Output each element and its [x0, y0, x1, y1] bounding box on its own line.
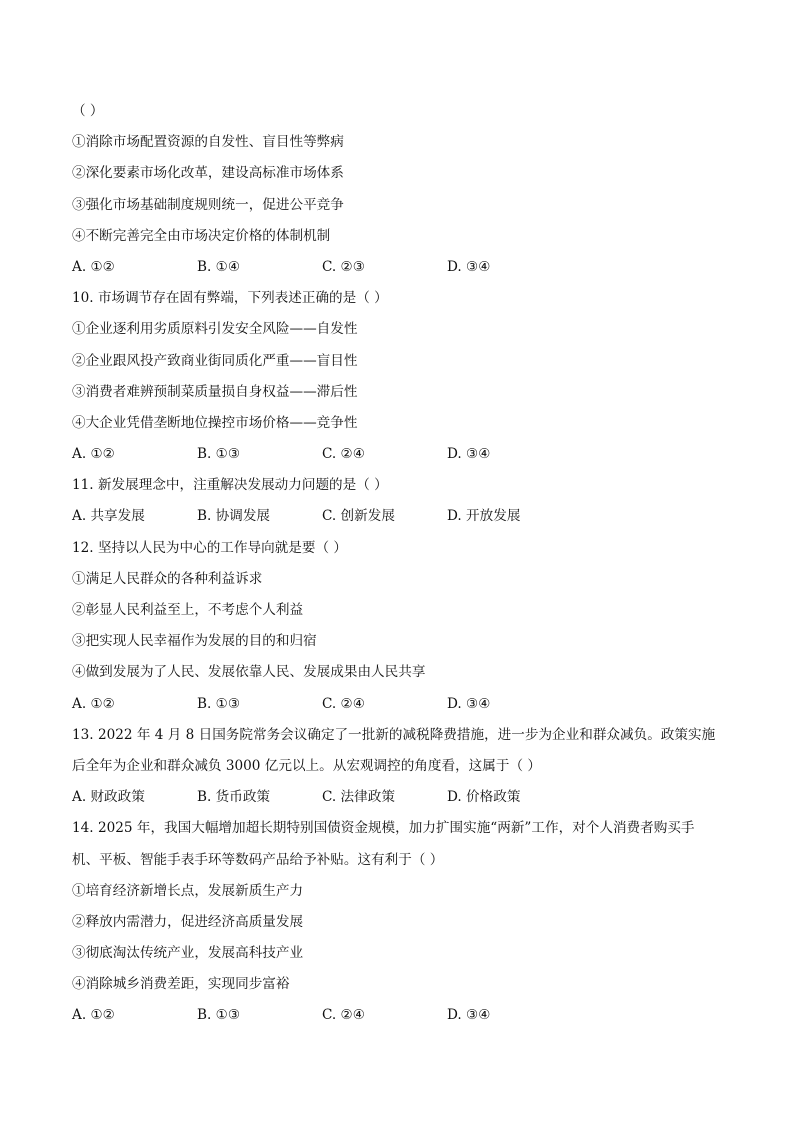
- q13-option-b: B. 货币政策: [197, 789, 271, 806]
- q10-item-2: ②企业跟风投产致商业街同质化严重——盲目性: [72, 352, 358, 369]
- q14-stem-line-2: 机、平板、智能手表手环等数码产品给予补贴。这有利于（ ）: [72, 851, 444, 868]
- q10-stem: 10. 市场调节存在固有弊端，下列表述正确的是（ ）: [72, 290, 388, 307]
- q9-option-d: D. ③④: [447, 258, 491, 275]
- q9-options: [72, 252, 732, 283]
- q12-item-2: ②彰显人民利益至上，不考虑个人利益: [72, 602, 304, 618]
- document-page: [72, 96, 732, 1032]
- q10-item-3: ③消费者难辨预制菜质量损自身权益——滞后性: [72, 383, 358, 400]
- q11-option-d: D. 开放发展: [447, 508, 521, 525]
- q9-option-a: A. ①②: [72, 258, 115, 275]
- q9-item-3: ③强化市场基础制度规则统一，促进公平竞争: [72, 196, 344, 213]
- q12-option-d: D. ③④: [447, 695, 491, 712]
- q9-option-b: B. ①④: [197, 258, 241, 275]
- q14-option-a: A. ①②: [72, 1007, 115, 1024]
- q10-option-a: A. ①②: [72, 446, 115, 463]
- q9-option-c: C. ②③: [322, 258, 365, 275]
- q11-stem: 11. 新发展理念中，注重解决发展动力问题的是（ ）: [72, 477, 388, 494]
- q13-option-d: D. 价格政策: [447, 789, 521, 806]
- q10-options: [72, 439, 732, 470]
- q10-option-d: D. ③④: [447, 446, 491, 463]
- q10-item-1: ①企业逐利用劣质原料引发安全风险——自发性: [72, 321, 358, 338]
- q11-option-c: C. 创新发展: [322, 508, 395, 525]
- q14-option-d: D. ③④: [447, 1007, 491, 1024]
- q12-stem: 12. 坚持以人民为中心的工作导向就是要（ ）: [72, 539, 347, 556]
- q9-item-4: ④不断完善完全由市场决定价格的体制机制: [72, 227, 331, 244]
- q13-option-a: A. 财政政策: [72, 789, 145, 806]
- q13-options: [72, 782, 732, 813]
- q14-item-4: ④消除城乡消费差距，实现同步富裕: [72, 976, 290, 993]
- q12-option-c: C. ②④: [322, 695, 365, 712]
- q14-options: [72, 1000, 732, 1031]
- q11-option-b: B. 协调发展: [197, 508, 271, 525]
- q9-item-2: ②深化要素市场化改革，建设高标准市场体系: [72, 165, 344, 182]
- q11-options: [72, 501, 732, 532]
- q14-stem-line-1: 14. 2025 年，我国大幅增加超长期特别国债资金规模，加力扩围实施“两新”工作，对个人消费者购买手: [72, 820, 695, 837]
- q14-option-c: C. ②④: [322, 1007, 365, 1024]
- q12-item-1: ①满足人民群众的各种利益诉求: [72, 570, 263, 587]
- q12-option-b: B. ①③: [197, 695, 241, 712]
- q13-stem-line-2: 后全年为企业和群众减负 3000 亿元以上。从宏观调控的角度看，这属于（ ）: [72, 757, 541, 774]
- q13-stem-line-1: 13. 2022 年 4 月 8 日国务院常务会议确定了一批新的减税降费措施，进一步为企业和群众减负。政策实施: [72, 726, 716, 743]
- q12-item-3: ③把实现人民幸福作为发展的目的和归宿: [72, 633, 317, 650]
- q10-option-c: C. ②④: [322, 446, 365, 463]
- q10-option-b: B. ①③: [197, 446, 241, 463]
- q11-option-a: A. 共享发展: [72, 508, 145, 525]
- q14-item-2: ②释放内需潜力，促进经济高质量发展: [72, 913, 304, 930]
- q14-item-3: ③彻底淘汰传统产业，发展高科技产业: [72, 945, 304, 962]
- q13-option-c: C. 法律政策: [322, 789, 395, 806]
- q14-option-b: B. ①③: [197, 1007, 241, 1024]
- q12-options: [72, 689, 732, 720]
- q14-item-1: ①培育经济新增长点，发展新质生产力: [72, 882, 304, 899]
- q10-item-4: ④大企业凭借垄断地位操控市场价格——竞争性: [72, 414, 358, 431]
- q9-stem-tail: （ ）: [72, 103, 104, 119]
- q12-option-a: A. ①②: [72, 695, 115, 712]
- q12-item-4: ④做到发展为了人民、发展依靠人民、发展成果由人民共享: [72, 664, 426, 681]
- q9-item-1: ①消除市场配置资源的自发性、盲目性等弊病: [72, 134, 344, 151]
